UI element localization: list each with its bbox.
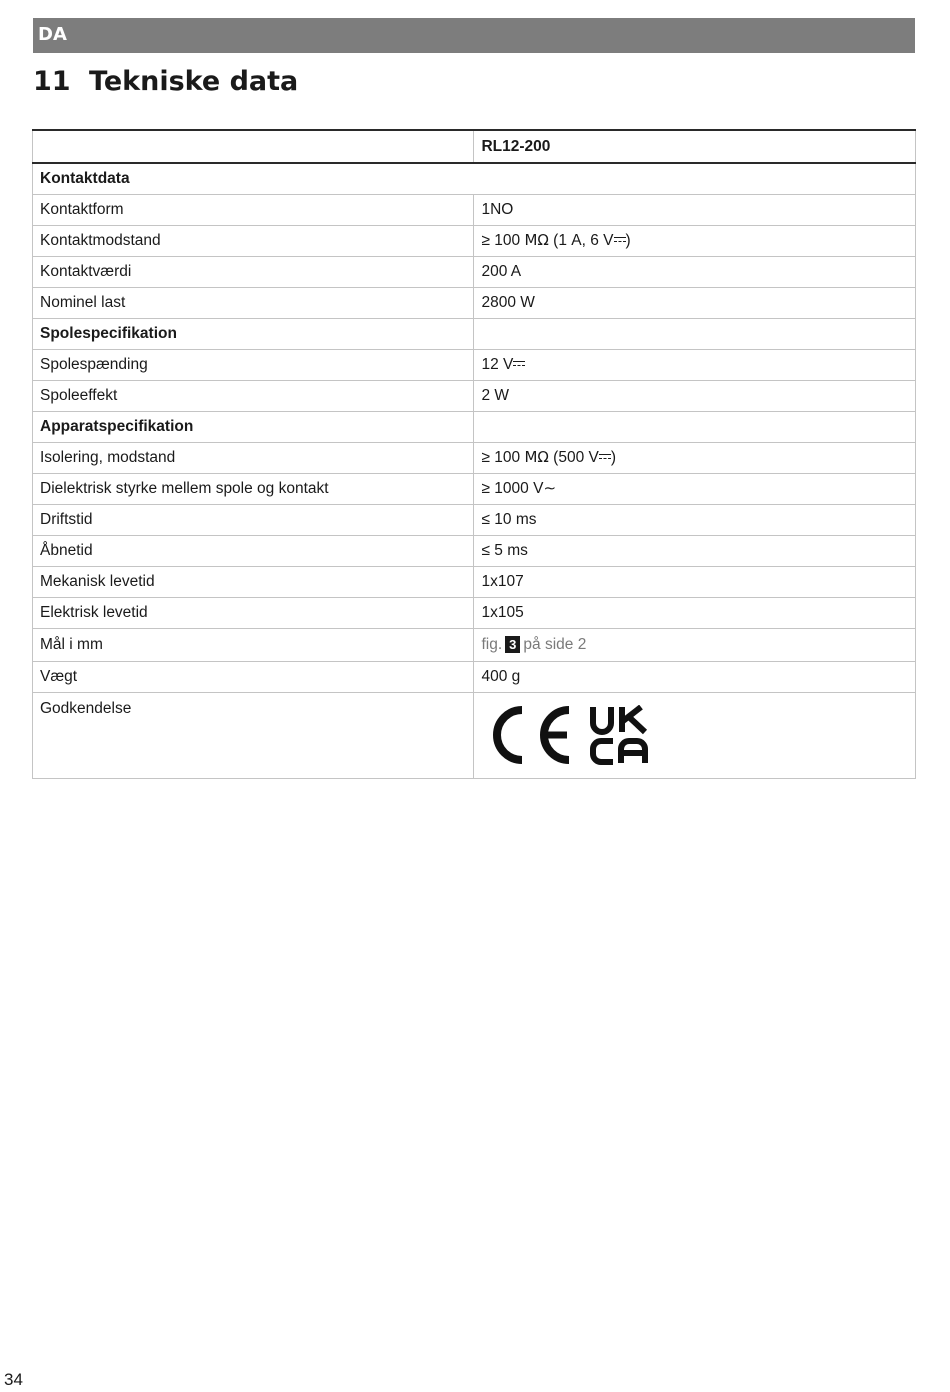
table-row [33,349,916,380]
ukca-mark-icon [589,705,649,765]
table-row [33,380,916,411]
value-unit: MΩ [524,231,549,249]
row-label: Driftstid [33,504,474,535]
page-number: 34 [4,1370,23,1389]
row-label: Mekanisk levetid [33,566,474,597]
table-row [33,163,916,194]
row-value: ≤ 10 ms [474,504,916,535]
table-row [33,692,916,778]
value-suffix: ) [625,232,631,249]
section-value [474,318,916,349]
row-label: Isolering, modstand [33,442,474,473]
figure-prefix: fig. [481,635,503,653]
table-row [33,411,916,442]
row-value: 400 g [474,661,916,692]
row-value [474,442,916,473]
dc-symbol-icon [599,453,611,461]
value-prefix: ≥ 100 [481,449,525,466]
row-label: Kontaktværdi [33,256,474,287]
figure-number-badge: 3 [505,636,520,653]
table-row [33,597,916,628]
value-mid: (500 V [548,449,599,466]
section-label: Spolespecifikation [33,318,474,349]
value-text: ≥ 1000 V [481,480,544,497]
table-row [33,473,916,504]
dc-symbol-icon [614,236,626,244]
table-row [33,256,916,287]
table-header-empty [33,130,474,163]
section-value [474,411,916,442]
table-row [33,225,916,256]
row-label: Kontaktform [33,194,474,225]
row-value [474,349,916,380]
table-row [33,535,916,566]
approval-marks [474,692,916,778]
row-value: 1NO [474,194,916,225]
table-row [33,628,916,661]
row-label: Spolespænding [33,349,474,380]
section-label: Kontaktdata [33,163,916,194]
value-prefix: ≥ 100 [481,232,525,249]
row-label: Nominel last [33,287,474,318]
section-label: Apparatspecifikation [33,411,474,442]
row-value: ≤ 5 ms [474,535,916,566]
table-row [33,318,916,349]
page-title [33,66,298,97]
row-label: Åbnetid [33,535,474,566]
ac-symbol-icon: ∼ [543,479,557,497]
row-label: Vægt [33,661,474,692]
row-label: Mål i mm [33,628,474,661]
value-text: 12 V [481,355,514,373]
row-value: 2 W [474,380,916,411]
table-row [33,504,916,535]
row-label: Dielektrisk styrke mellem spole og kontakt [33,473,474,504]
dc-symbol-icon [513,360,525,368]
table-header-row [33,130,916,163]
row-value: 2800 W [474,287,916,318]
table-row [33,287,916,318]
row-value: 1x107 [474,566,916,597]
row-label: Godkendelse [33,692,474,778]
row-label: Kontaktmodstand [33,225,474,256]
figure-suffix: på side 2 [523,635,587,653]
technical-data-table [32,129,916,779]
value-mid: (1 A, 6 V [548,232,614,249]
value-suffix: ) [610,449,617,466]
figure-reference[interactable] [474,628,916,661]
model-header: RL12-200 [474,130,916,163]
language-tag: DA [38,24,67,45]
table-row [33,194,916,225]
table-row [33,566,916,597]
language-bar [33,18,915,53]
row-value [474,225,916,256]
ce-mark-icon [489,705,571,765]
row-label: Spoleeffekt [33,380,474,411]
table-row [33,661,916,692]
value-unit: MΩ [524,448,549,466]
row-value: 1x105 [474,597,916,628]
section-number: 11 [33,66,71,97]
row-value [474,473,916,504]
section-title: Tekniske data [89,66,299,97]
table-row [33,442,916,473]
row-label: Elektrisk levetid [33,597,474,628]
row-value: 200 A [474,256,916,287]
